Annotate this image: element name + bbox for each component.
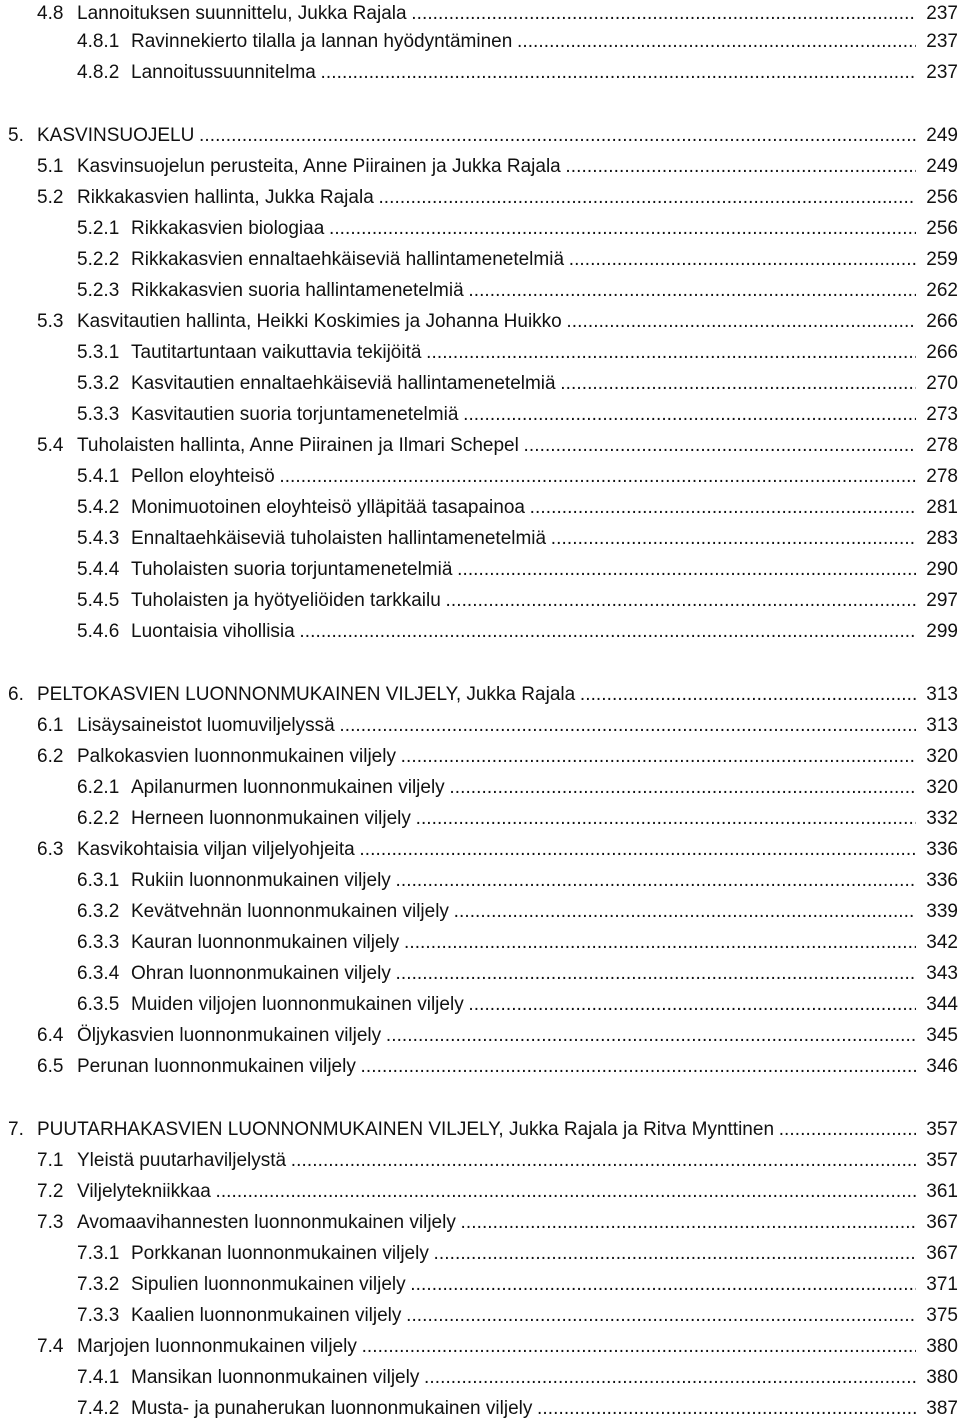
toc-entry-title-text: Porkkanan luonnonmukainen viljely	[131, 1243, 429, 1264]
toc-entry-title	[77, 153, 916, 181]
toc-entry-title	[37, 681, 916, 709]
toc-entry[interactable]	[0, 556, 960, 584]
toc-entry-title-text: Kasvitautien ennaltaehkäiseviä hallintamenetelmiä	[131, 373, 556, 394]
toc-entry-page: 270	[926, 373, 958, 394]
toc-entry[interactable]	[0, 1209, 960, 1237]
toc-entry-title	[131, 525, 916, 553]
toc-entry-title	[131, 1364, 916, 1392]
toc-entry-number: 5.4.3	[77, 528, 120, 549]
toc-entry-page: 290	[926, 559, 958, 580]
toc-entry-number: 6.3.2	[77, 901, 120, 922]
toc-entry[interactable]	[0, 153, 960, 181]
toc-entry-page: 361	[926, 1181, 958, 1202]
toc-entry-page: 299	[926, 621, 958, 642]
toc-entry-page: 346	[926, 1056, 958, 1077]
toc-entry-title	[77, 836, 916, 864]
toc-entry[interactable]	[0, 277, 960, 305]
toc-entry[interactable]	[0, 681, 960, 709]
toc-entry-title-text: Ennaltaehkäiseviä tuholaisten hallintamenetelmiä	[131, 528, 547, 549]
toc-entry-title-text: Luontaisia vihollisia	[131, 621, 295, 642]
toc-entry-number: 5.4.6	[77, 621, 120, 642]
toc-entry-title-text: Yleistä puutarhaviljelystä	[77, 1150, 287, 1171]
toc-entry-number: 7.3.3	[77, 1305, 120, 1326]
toc-entry-title-text: Öljykasvien luonnonmukainen viljely	[77, 1025, 382, 1046]
toc-entry-title	[77, 1147, 916, 1175]
toc-entry-title-text: Kasvitautien hallinta, Heikki Koskimies ja Johanna Huikko	[77, 311, 562, 332]
toc-entry-title	[131, 370, 916, 398]
toc-entry-title	[131, 246, 916, 274]
toc-entry-number: 6.2.2	[77, 808, 120, 829]
toc-entry-number: 6.4	[37, 1025, 64, 1046]
toc-entry-title	[77, 1209, 916, 1237]
toc-entry-page: 249	[926, 156, 958, 177]
toc-entry-title	[131, 401, 916, 429]
toc-entry-title	[131, 867, 916, 895]
toc-entry-title-text: Herneen luonnonmukainen viljely	[131, 808, 411, 829]
toc-entry[interactable]	[0, 308, 960, 336]
toc-entry-title-text: Tuholaisten hallinta, Anne Piirainen ja Ilmari Schepel	[77, 435, 519, 456]
toc-entry-page: 367	[926, 1243, 958, 1264]
toc-entry-number: 4.8.2	[77, 62, 120, 83]
toc-entry-page: 336	[926, 870, 958, 891]
toc-entry-page: 320	[926, 777, 958, 798]
toc-entry-number: 7.	[8, 1119, 24, 1140]
toc-entry-title	[131, 991, 916, 1019]
toc-entry-title-text: Tautitartuntaan vaikuttavia tekijöitä	[131, 342, 422, 363]
toc-entry-title-text: Rikkakasvien suoria hallintamenetelmiä	[131, 280, 464, 301]
toc-entry-number: 5.2.3	[77, 280, 120, 301]
toc-entry-title	[77, 1178, 916, 1206]
toc-entry-title-text: Tuholaisten ja hyötyeliöiden tarkkailu	[131, 590, 441, 611]
toc-entry-page: 262	[926, 280, 958, 301]
toc-entry-number: 5.3.1	[77, 342, 120, 363]
toc-entry-title	[131, 59, 916, 87]
toc-entry-page: 278	[926, 435, 958, 456]
toc-entry-page: 380	[926, 1336, 958, 1357]
toc-entry-title-text: Lisäysaineistot luomuviljelyssä	[77, 715, 335, 736]
toc-entry-page: 237	[926, 62, 958, 83]
toc-entry-title-text: Pellon eloyhteisö	[131, 466, 275, 487]
toc-entry-page: 237	[926, 31, 958, 52]
toc-entry-title	[77, 432, 916, 460]
toc-entry-page: 342	[926, 932, 958, 953]
toc-entry-title-text: Viljelytekniikkaa	[77, 1181, 211, 1202]
toc-entry-number: 5.3	[37, 311, 64, 332]
toc-entry-page: 313	[926, 684, 958, 705]
toc-entry[interactable]	[0, 587, 960, 615]
toc-entry-page: 320	[926, 746, 958, 767]
toc-entry-title	[37, 1116, 916, 1144]
toc-entry-title-text: Rikkakasvien ennaltaehkäiseviä hallintamenetelmiä	[131, 249, 565, 270]
toc-entry-number: 6.3.4	[77, 963, 120, 984]
toc-entry-title	[131, 215, 916, 243]
toc-entry-title	[77, 184, 916, 212]
toc-entry-title-text: PUUTARHAKASVIEN LUONNONMUKAINEN VILJELY, Jukka Rajala ja Ritva Mynttinen	[37, 1119, 775, 1140]
toc-entry-number: 7.1	[37, 1150, 64, 1171]
toc-entry[interactable]	[0, 463, 960, 491]
toc-entry[interactable]	[0, 401, 960, 429]
toc-entry-number: 5.3.2	[77, 373, 120, 394]
toc-entry-number: 7.4.1	[77, 1367, 120, 1388]
toc-entry-title	[131, 929, 916, 957]
toc-entry[interactable]	[0, 898, 960, 926]
toc-entry-number: 7.4.2	[77, 1398, 120, 1419]
toc-entry-title	[77, 743, 916, 771]
toc-entry-title-text: Kasvikohtaisia viljan viljelyohjeita	[77, 839, 355, 860]
toc-entry-title-text: Muiden viljojen luonnonmukainen viljely	[131, 994, 464, 1015]
toc-entry-title	[131, 556, 916, 584]
toc-entry[interactable]	[0, 991, 960, 1019]
toc-entry[interactable]	[0, 28, 960, 56]
toc-entry-title-text: Rikkakasvien biologiaa	[131, 218, 325, 239]
toc-entry-title-text: KASVINSUOJELU	[37, 125, 195, 146]
toc-entry-number: 6.2.1	[77, 777, 120, 798]
toc-entry-number: 6.3.1	[77, 870, 120, 891]
toc-entry-title-text: Tuholaisten suoria torjuntamenetelmiä	[131, 559, 453, 580]
toc-entry-page: 256	[926, 187, 958, 208]
toc-entry[interactable]	[0, 1178, 960, 1206]
toc-entry-page: 344	[926, 994, 958, 1015]
toc-entry[interactable]	[0, 59, 960, 87]
toc-entry[interactable]	[0, 1240, 960, 1268]
toc-entry-page: 313	[926, 715, 958, 736]
toc-entry-number: 7.3.2	[77, 1274, 120, 1295]
toc-entry-page: 336	[926, 839, 958, 860]
toc-entry-title-text: Sipulien luonnonmukainen viljely	[131, 1274, 406, 1295]
toc-entry[interactable]	[0, 929, 960, 957]
toc-entry-number: 6.3.5	[77, 994, 120, 1015]
toc-entry-page: 332	[926, 808, 958, 829]
toc-entry[interactable]	[0, 618, 960, 646]
toc-entry-number: 7.3.1	[77, 1243, 120, 1264]
toc-entry-title	[77, 0, 916, 28]
toc-entry-number: 4.8	[37, 3, 64, 24]
toc-entry-title	[131, 618, 916, 646]
toc-entry-number: 4.8.1	[77, 31, 120, 52]
toc-entry-title-text: Kevätvehnän luonnonmukainen viljely	[131, 901, 449, 922]
toc-entry-number: 7.4	[37, 1336, 64, 1357]
toc-entry-title-text: Lannoitussuunnitelma	[131, 62, 316, 83]
toc-entry-title-text: Lannoituksen suunnittelu, Jukka Rajala	[77, 3, 407, 24]
toc-entry-title-text: Marjojen luonnonmukainen viljely	[77, 1336, 357, 1357]
toc-entry-number: 6.	[8, 684, 24, 705]
toc-entry-page: 357	[926, 1119, 958, 1140]
toc-entry-title	[131, 1271, 916, 1299]
toc-entry-number: 5.2.1	[77, 218, 120, 239]
toc-entry-title-text: Ravinnekierto tilalla ja lannan hyödyntäminen	[131, 31, 513, 52]
toc-entry-number: 5.	[8, 125, 24, 146]
toc-entry[interactable]	[0, 1053, 960, 1081]
toc-entry[interactable]	[0, 1147, 960, 1175]
toc-entry-title-text: Perunan luonnonmukainen viljely	[77, 1056, 356, 1077]
toc-entry-title	[131, 774, 916, 802]
toc-entry-number: 6.2	[37, 746, 64, 767]
toc-entry-page: 367	[926, 1212, 958, 1233]
toc-entry[interactable]	[0, 1333, 960, 1361]
toc-entry-title	[77, 308, 916, 336]
toc-entry-page: 297	[926, 590, 958, 611]
toc-entry-page: 380	[926, 1367, 958, 1388]
toc-entry-number: 6.3.3	[77, 932, 120, 953]
toc-entry-title-text: Rikkakasvien hallinta, Jukka Rajala	[77, 187, 374, 208]
toc-entry-number: 5.4.2	[77, 497, 120, 518]
toc-entry-title	[131, 1395, 916, 1423]
toc-entry-number: 5.2	[37, 187, 64, 208]
toc-entry[interactable]	[0, 339, 960, 367]
toc-entry-title-text: Kasvinsuojelun perusteita, Anne Piirainen ja Jukka Rajala	[77, 156, 561, 177]
toc-entry-title-text: Kaalien luonnonmukainen viljely	[131, 1305, 402, 1326]
toc-entry-page: 278	[926, 466, 958, 487]
toc-entry-title	[131, 1240, 916, 1268]
toc-entry-page: 343	[926, 963, 958, 984]
toc-entry-title-text: Kauran luonnonmukainen viljely	[131, 932, 400, 953]
toc-entry-title	[37, 122, 916, 150]
toc-entry-number: 7.2	[37, 1181, 64, 1202]
toc-entry-page: 237	[926, 3, 958, 24]
toc-entry[interactable]	[0, 774, 960, 802]
toc-entry-number: 5.1	[37, 156, 64, 177]
toc-entry-page: 357	[926, 1150, 958, 1171]
toc-entry-number: 6.5	[37, 1056, 64, 1077]
toc-entry[interactable]	[0, 1271, 960, 1299]
toc-entry-title-text: Kasvitautien suoria torjuntamenetelmiä	[131, 404, 459, 425]
toc-entry[interactable]	[0, 1302, 960, 1330]
toc-entry-page: 371	[926, 1274, 958, 1295]
toc-entry-title-text: PELTOKASVIEN LUONNONMUKAINEN VILJELY, Jukka Rajala	[37, 684, 576, 705]
toc-entry-title	[131, 28, 916, 56]
toc-entry-title-text: Rukiin luonnonmukainen viljely	[131, 870, 391, 891]
toc-entry-title	[131, 805, 916, 833]
toc-entry-title-text: Musta- ja punaherukan luonnonmukainen viljely	[131, 1398, 533, 1419]
toc-entry-page: 256	[926, 218, 958, 239]
toc-entry-title-text: Ohran luonnonmukainen viljely	[131, 963, 391, 984]
toc-entry[interactable]	[0, 246, 960, 274]
toc-entry-number: 6.3	[37, 839, 64, 860]
toc-entry[interactable]	[0, 432, 960, 460]
toc-entry-page: 339	[926, 901, 958, 922]
toc-entry-title	[77, 1022, 916, 1050]
toc-entry[interactable]	[0, 370, 960, 398]
toc-entry-number: 5.4.5	[77, 590, 120, 611]
toc-entry[interactable]	[0, 836, 960, 864]
toc-entry[interactable]	[0, 1364, 960, 1392]
toc-entry[interactable]	[0, 743, 960, 771]
toc-entry-title	[131, 339, 916, 367]
toc-entry-title	[131, 494, 916, 522]
toc-entry-title	[131, 1302, 916, 1330]
toc-entry[interactable]	[0, 525, 960, 553]
toc-entry-number: 5.4.4	[77, 559, 120, 580]
toc-entry-number: 5.3.3	[77, 404, 120, 425]
toc-entry-page: 345	[926, 1025, 958, 1046]
toc-entry[interactable]	[0, 184, 960, 212]
toc-entry-page: 266	[926, 311, 958, 332]
toc-entry-page: 283	[926, 528, 958, 549]
toc-entry-title-text: Avomaavihannesten luonnonmukainen viljely	[77, 1212, 456, 1233]
toc-entry-number: 7.3	[37, 1212, 64, 1233]
toc-entry[interactable]	[0, 1022, 960, 1050]
toc-entry-page: 387	[926, 1398, 958, 1419]
toc-entry-page: 249	[926, 125, 958, 146]
toc-entry-number: 5.2.2	[77, 249, 120, 270]
toc-entry[interactable]	[0, 960, 960, 988]
toc-entry-title	[77, 712, 916, 740]
toc-entry[interactable]	[0, 1116, 960, 1144]
toc-entry[interactable]	[0, 867, 960, 895]
toc-entry[interactable]	[0, 712, 960, 740]
toc-entry-page: 281	[926, 497, 958, 518]
toc-entry-title	[131, 277, 916, 305]
toc-entry-page: 273	[926, 404, 958, 425]
toc-entry-number: 6.1	[37, 715, 64, 736]
toc-entry-title	[131, 960, 916, 988]
toc-entry-page: 259	[926, 249, 958, 270]
toc-entry-title	[131, 898, 916, 926]
toc-entry[interactable]	[0, 1395, 960, 1423]
toc-entry-title	[77, 1333, 916, 1361]
toc-entry-title-text: Monimuotoinen eloyhteisö ylläpitää tasapainoa	[131, 497, 525, 518]
toc-entry-title-text: Palkokasvien luonnonmukainen viljely	[77, 746, 396, 767]
toc-entry-title-text: Mansikan luonnonmukainen viljely	[131, 1367, 420, 1388]
toc-entry-page: 266	[926, 342, 958, 363]
toc-entry-title	[131, 587, 916, 615]
toc-entry[interactable]	[0, 215, 960, 243]
toc-entry[interactable]	[0, 0, 960, 28]
toc-entry-page: 375	[926, 1305, 958, 1326]
toc-entry[interactable]	[0, 494, 960, 522]
toc-entry-number: 5.4	[37, 435, 64, 456]
toc-entry[interactable]	[0, 122, 960, 150]
toc-entry-title	[131, 463, 916, 491]
toc-entry[interactable]	[0, 805, 960, 833]
toc-entry-number: 5.4.1	[77, 466, 120, 487]
toc-entry-title-text: Apilanurmen luonnonmukainen viljely	[131, 777, 445, 798]
toc-entry-title	[77, 1053, 916, 1081]
